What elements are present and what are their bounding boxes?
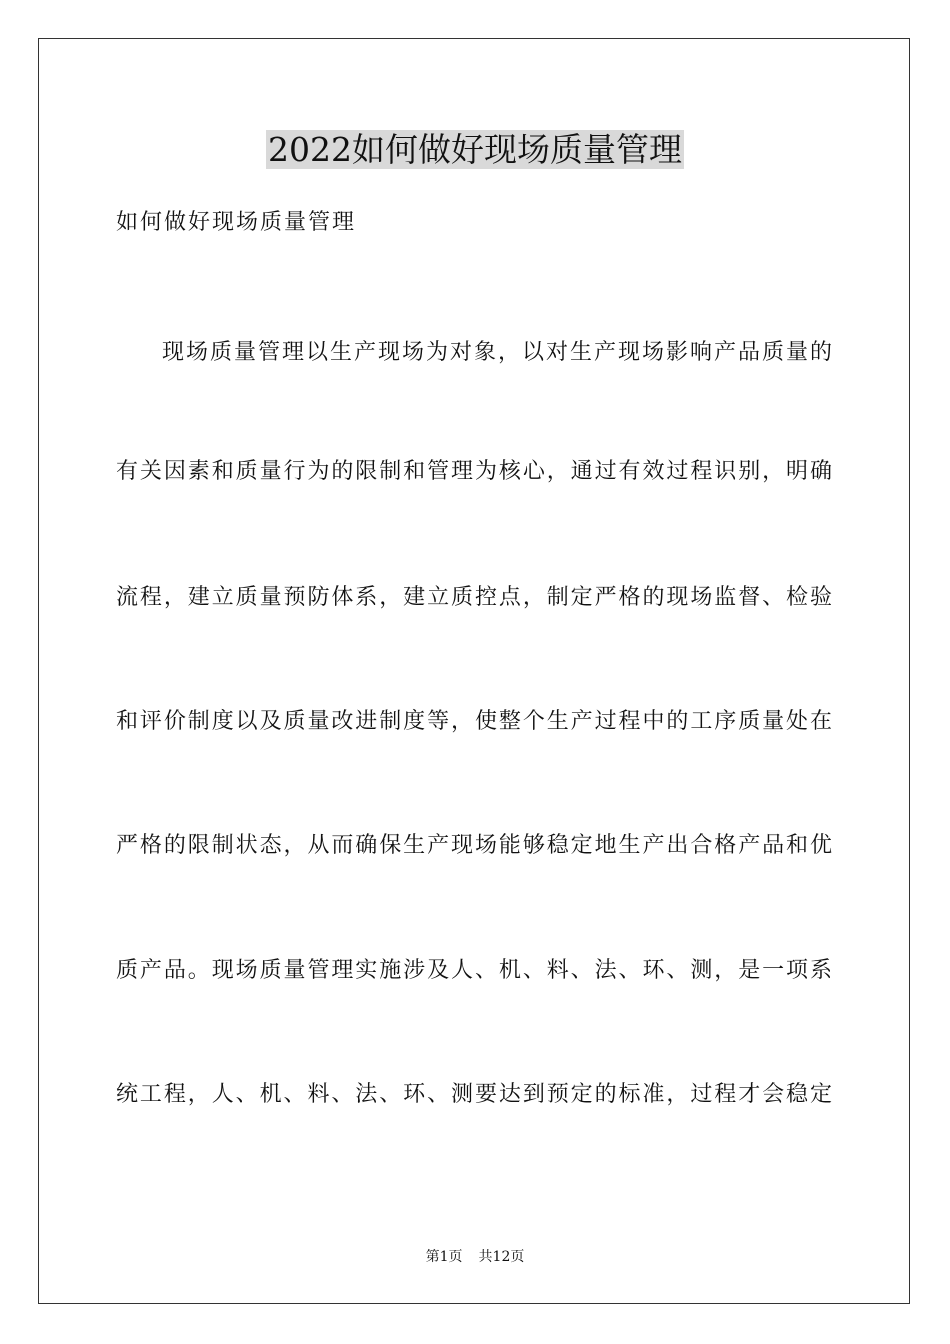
body-line-1: 现场质量管理以生产现场为对象，以对生产现场影响产品质量的 <box>162 340 832 365</box>
body-line-5: 严格的限制状态，从而确保生产现场能够稳定地生产出合格产品和优 <box>116 833 832 858</box>
page-footer <box>0 1247 950 1267</box>
body-line-7: 统工程，人、机、料、法、环、测要达到预定的标准，过程才会稳定 <box>116 1082 832 1107</box>
document-title-text: 2022如何做好现场质量管理 <box>268 130 682 169</box>
body-line-2: 有关因素和质量行为的限制和管理为核心，通过有效过程识别，明确 <box>116 459 832 484</box>
document-subtitle: 如何做好现场质量管理 <box>116 210 357 235</box>
page-number: 第1页 <box>425 1249 463 1265</box>
page-total: 共12页 <box>478 1249 525 1265</box>
document-title <box>0 128 950 172</box>
body-line-4: 和评价制度以及质量改进制度等，使整个生产过程中的工序质量处在 <box>116 709 832 734</box>
body-line-6: 质产品。现场质量管理实施涉及人、机、料、法、环、测，是一项系 <box>116 958 832 983</box>
body-line-3: 流程，建立质量预防体系，建立质控点，制定严格的现场监督、检验 <box>116 585 832 610</box>
